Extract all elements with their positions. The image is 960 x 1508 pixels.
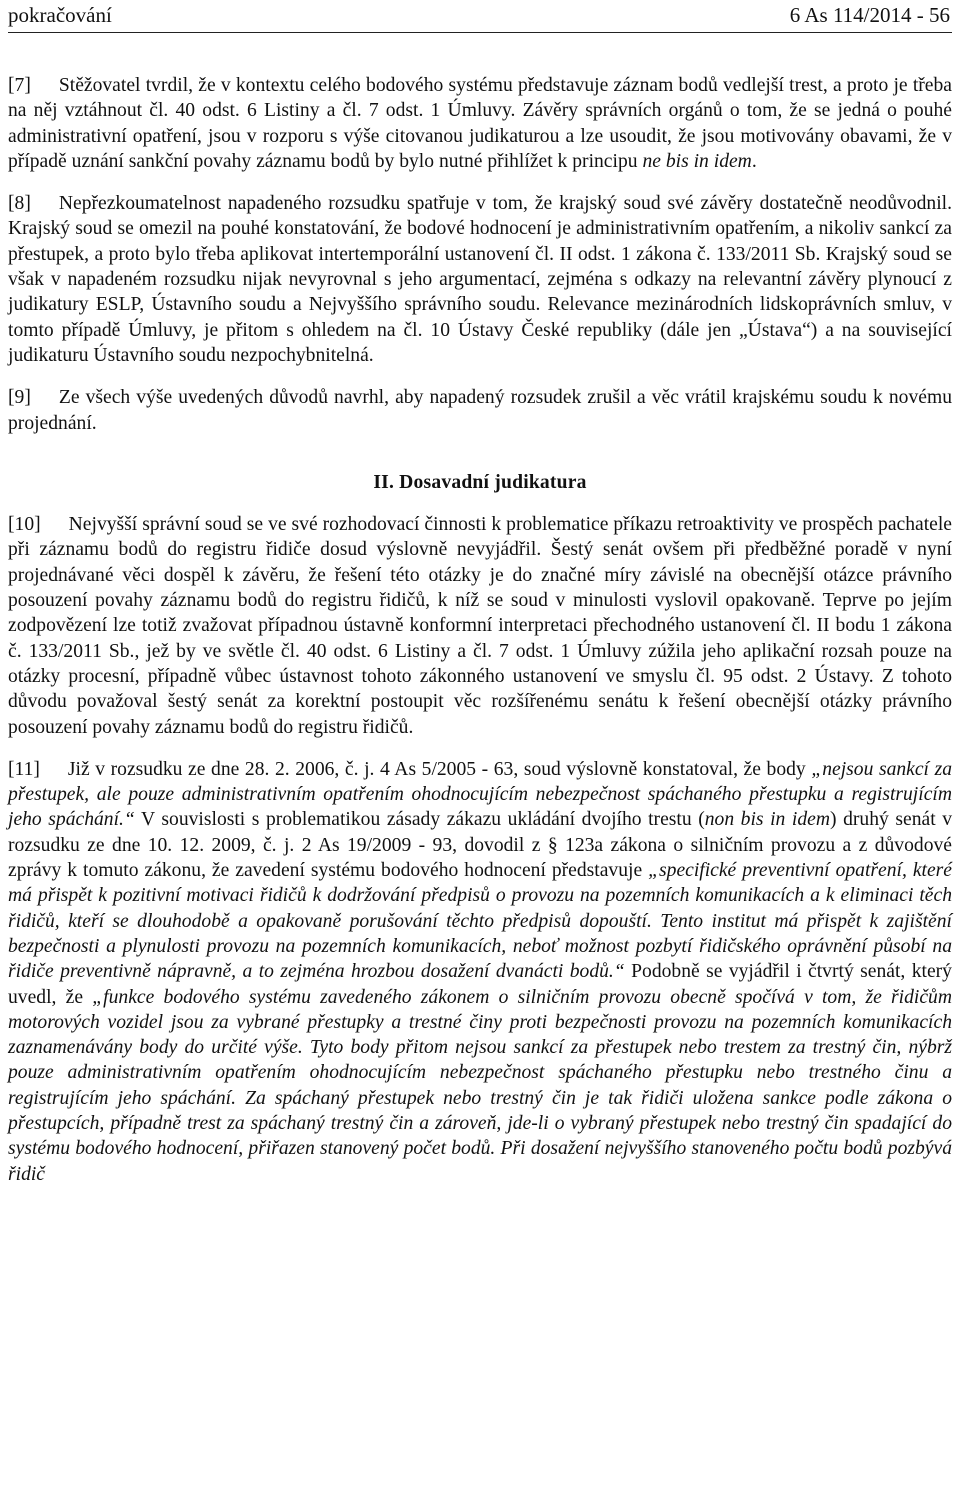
paragraph-text: V souvislosti s problematikou zásady zákazu ukládání dvojího trestu (	[134, 809, 705, 831]
paragraph-number: [7]	[8, 75, 31, 96]
paragraph-text: Již v rozsudku ze dne 28. 2. 2006, č. j. 4 As 5/2005 - 63, soud výslovně konstatoval, že body	[67, 758, 812, 780]
paragraph-text: Nejvyšší správní soud se ve své rozhodovací činnosti k problematice příkazu retroaktivity ve prospěch pachatele při záznamu bodů do registru řidiče dosud výslovně nevyjádřil. Šestý senát ovšem při předběžné poradě v nyní projednávané věci dospěl k závěru, že řešení této otázky je do značné míry závislé na obecnější otázce právního posouzení povahy záznamu bodů do registru řidičů, k níž se soud v minulosti vyslovil opakovaně. Teprve po jejím zodpovězení lze totiž zvažovat případnou ústavně konformní interpretaci přechodného ustanovení čl. II bodu 1 zákona č. 133/2011 Sb., jež by ve světle čl. 40 odst. 6 Listiny a čl. 7 odst. 1 Úmluvy zúžila jeho aplikační rozsah pouze na otázky procesní, případně vůbec ústavnost tohoto zákonného ustanovení ve smyslu čl. 95 odst. 2 Ústavy. Z tohoto důvodu považoval šestý senát za korektní postoupit věc rozšířenému senátu k řešení obecnější otázky právního posouzení povahy záznamu bodů do registru řidičů.	[8, 514, 952, 738]
section-heading: II. Dosavadní judikatura	[373, 471, 587, 493]
case-number: 6 As 114/2014 - 56	[789, 3, 950, 27]
paragraph-end: .	[751, 150, 757, 172]
italic-quote: „specifické preventivní opatření, které má přispět k pozitivní motivaci řidičů k dodržování předpisů o provozu na pozemních komunikacích a k eliminaci těch řidičů, kteří se dlouhodobě a opakovaně porušování těchto předpisů dopouští. Tento institut má přispět k zajištění bezpečnosti a plynulosti provozu na pozemních komunikacích, neboť možnost pozbytí řidičského oprávnění působí na řidiče preventivně nápravně, a to zejména hrozbou dosažení dvanácti bodů.“	[8, 860, 952, 983]
paragraph-text: Ze všech výše uvedených důvodů navrhl, aby napadený rozsudek zrušil a věc vrátil krajskému soudu k novému projednání.	[8, 387, 952, 434]
paragraph-11	[8, 757, 952, 1187]
paragraph-9	[8, 385, 952, 436]
page-header	[8, 0, 952, 28]
paragraph-text: Podobně se vyjádřil i čtvrtý senát, který uvedl, že	[8, 961, 952, 1008]
paragraph-number: [11]	[8, 758, 40, 780]
document-page	[8, 0, 952, 1187]
paragraph-text: Stěžovatel tvrdil, že v kontextu celého bodového systému představuje záznam bodů vedlejší trest, a proto je třeba na něj vztáhnout čl. 40 odst. 6 Listiny a čl. 7 odst. 1 Úmluvy. Závěry správních orgánů o tom, že se jedná o pouhé administrativní opatření, jsou v rozporu s výše citovanou judikaturou a lze usoudit, že jsou motivovány obavami, že v případě uznání sankční povahy záznamu bodů by bylo nutné přihlížet k principu	[8, 75, 952, 172]
header-continuation: pokračování	[8, 3, 112, 27]
paragraph-7	[8, 73, 952, 174]
paragraph-text: Nepřezkoumatelnost napadeného rozsudku spatřuje v tom, že krajský soud své závěry dostatečně neodůvodnil. Krajský soud se omezil na pouhé konstatování, že bodové hodnocení je administrativním opatřením, a nikoliv sankcí za přestupek, a proto bylo třeba aplikovat intertemporální ustanovení čl. II odst. 1 zákona č. 133/2011 Sb. Krajský soud se však v napadeném rozsudku nijak nevyrovnal s jeho argumentací, zejména s odkazy na relevantní závěry plynoucí z judikatury ESLP, Ústavního soudu a Nejvyššího správního soudu. Relevance mezinárodních lidskoprávních smluv, v tomto případě Úmluvy, je přitom s ohledem na čl. 10 Ústavy České republiky (dále jen „Ústava“) a na související judikaturu Ústavního soudu nezpochybnitelná.	[8, 193, 952, 366]
paragraph-number: [10]	[8, 514, 41, 536]
paragraph-10	[8, 512, 952, 740]
paragraph-number: [9]	[8, 387, 31, 409]
paragraph-8	[8, 191, 952, 368]
italic-quote: „funkce bodového systému zavedeného zákonem o silničním provozu obecně spočívá v tom, že řidičům motorových vozidel jsou za vybrané přestupky a trestné činy proti bezpečnosti provozu na pozemních komunikacích zaznamenávány body do určité výše. Tyto body přitom nejsou sankcí za přestupek nebo trestem za trestný čin, nýbrž pouze administrativním opatřením ohodnocujícím nebezpečnost spáchaného přestupku nebo trestného činu a registrujícím jeho spáchání. Za spáchaný přestupek nebo trestný čin je tak řidiči uložena sankce podle zákona o přestupcích, případně trest za spáchaný trestný čin a zároveň, jde-li o vybraný přestupek nebo trestný čin spadající do systému bodového hodnocení, přiřazen stanovený počet bodů. Při dosažení nejvyššího stanoveného počtu bodů pozbývá řidič	[8, 986, 952, 1185]
paragraph-number: [8]	[8, 193, 31, 215]
header-rule	[8, 32, 952, 33]
paragraph-text: ) druhý senát v rozsudku ze dne 10. 12. 2009, č. j. 2 As 19/2009 - 93, dovodil z § 123a zákona o silničním provozu a z důvodové zprávy k tomuto zákonu, že zavedení systému bodového hodnocení představuje	[8, 809, 952, 882]
italic-term: ne bis in idem	[642, 150, 752, 172]
italic-term: non bis in idem	[704, 809, 831, 831]
italic-quote: „nejsou sankcí za přestupek, ale pouze administrativním opatřením ohodnocujícím nebezpečnost spáchaného přestupku a registrujícím jeho spáchání.“	[8, 758, 953, 831]
